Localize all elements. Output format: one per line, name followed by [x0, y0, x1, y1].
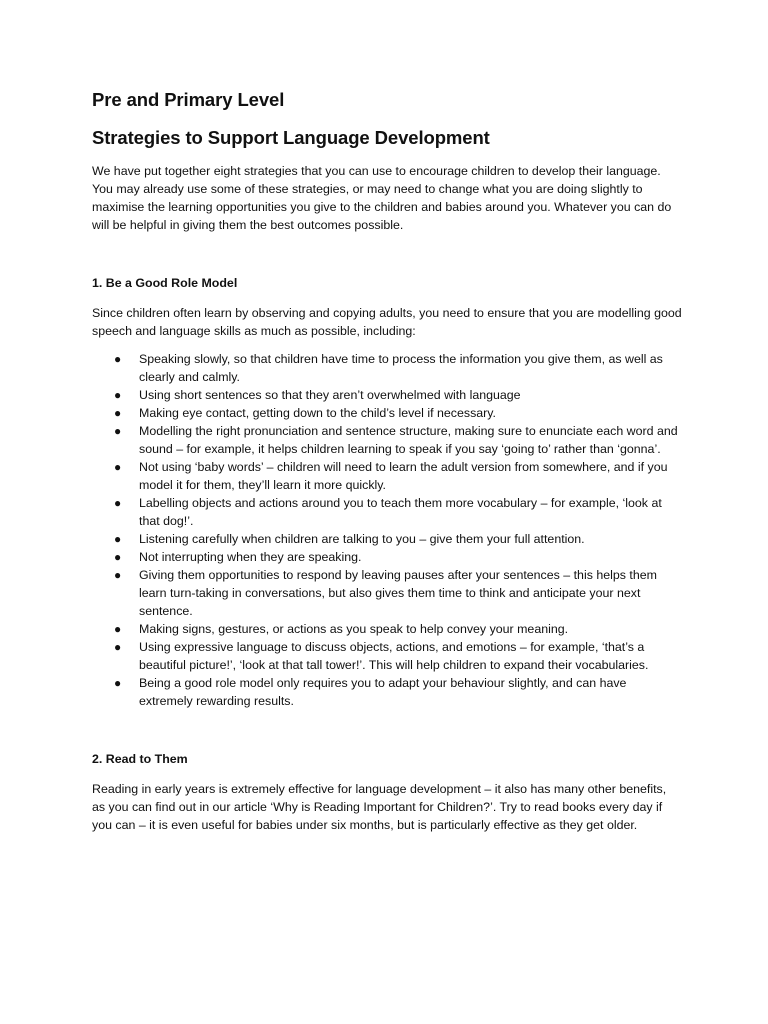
bullet-icon: ● — [114, 676, 122, 690]
bullet-icon: ● — [114, 550, 122, 564]
bullet-icon: ● — [114, 568, 122, 582]
list-item: ● Speaking slowly, so that children have time to process the information you give them, as well as clearly and calmly. — [114, 352, 663, 384]
bullet-icon: ● — [114, 640, 122, 654]
list-item: ● Labelling objects and actions around you to teach them more vocabulary – for example, ‘look at that dog!’. — [114, 496, 662, 528]
bullet-icon: ● — [114, 622, 122, 636]
list-item: ● Making eye contact, getting down to the child’s level if necessary. — [114, 406, 496, 420]
list-item: ● Giving them opportunities to respond by leaving pauses after your sentences – this helps them learn turn-taking in conversations, but also gives them time to think and anticipate your next sentence. — [114, 568, 657, 618]
bullet-icon: ● — [114, 424, 122, 438]
bullet-icon: ● — [114, 532, 122, 546]
level-heading: Pre and Primary Level — [92, 89, 285, 110]
page-title: Strategies to Support Language Development — [92, 127, 490, 148]
list-item: ● Using expressive language to discuss objects, actions, and emotions – for example, ‘that’s a beautiful picture!’, ‘look at that tall tower!’. This will help children to expand their vocabularies. — [114, 640, 649, 672]
list-item: ● Not using ‘baby words’ – children will need to learn the adult version from somewhere, and if you model it for them, they’ll learn it more quickly. — [114, 460, 668, 492]
bullet-icon: ● — [114, 460, 122, 474]
list-item: ● Making signs, gestures, or actions as you speak to help convey your meaning. — [114, 622, 569, 636]
list-item: ● Using short sentences so that they aren’t overwhelmed with language — [114, 388, 521, 402]
bullet-icon: ● — [114, 496, 122, 510]
role-model-bullet-list — [92, 350, 682, 710]
bullet-icon: ● — [114, 406, 122, 420]
bullet-icon: ● — [114, 388, 122, 402]
intro-paragraph: We have put together eight strategies that you can use to encourage children to develop their language. You may already use some of these strategies, or may need to change what you are doing slightly to maximise the learning opportunities you give to the children and babies around you. Whatever you can do will be helpful in giving them the best outcomes possible. — [92, 164, 672, 232]
section-heading-read-to-them: 2. Read to Them — [92, 752, 188, 766]
section-heading-role-model: 1. Be a Good Role Model — [92, 276, 238, 290]
list-item: ● Being a good role model only requires you to adapt your behaviour slightly, and can have extremely rewarding results. — [114, 676, 627, 708]
section-text-read-to-them: Reading in early years is extremely effective for language development – it also has many other benefits, as you can find out in our article ‘Why is Reading Important for Children?’. Try to read books every day if you can – it is even useful for babies under six months, but is particularly effective as they get older. — [92, 782, 667, 832]
list-item: ● Listening carefully when children are talking to you – give them your full attention. — [114, 532, 585, 546]
section-text-role-model: Since children often learn by observing and copying adults, you need to ensure that you are modelling good speech and language skills as much as possible, including: — [92, 306, 682, 338]
list-item: ● Modelling the right pronunciation and sentence structure, making sure to enunciate each word and sound – for example, it helps children learning to speak if you say ‘going to’ rather than ‘gonna’. — [114, 424, 678, 456]
bullet-icon: ● — [114, 352, 122, 366]
list-item: ● Not interrupting when they are speaking. — [114, 550, 362, 564]
document-page — [92, 88, 682, 834]
